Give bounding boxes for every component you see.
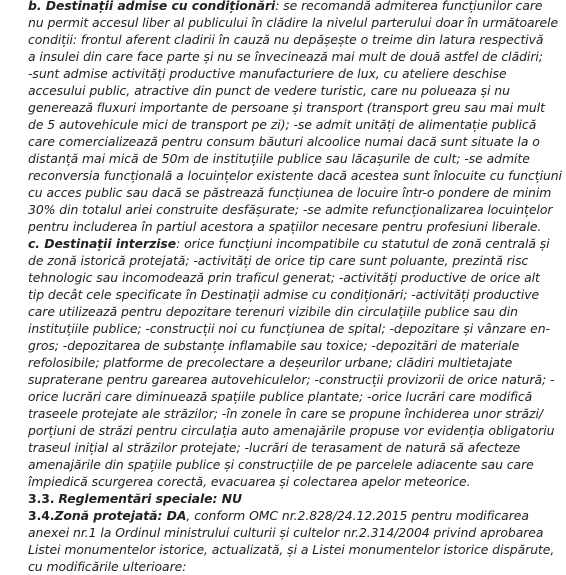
section-c-line-11: traseele protejate ale străzilor; -în zonele în care se propune închiderea unor străzi/ (28, 406, 543, 421)
section-c-line-2: de zonă istorică protejată; -activități de orice tip care sunt poluante, prezintă risc (28, 253, 529, 268)
section-c-text: : orice funcțiuni incompatibile cu statutul de zonă centrală și (176, 236, 550, 251)
section-3-3-heading (28, 490, 242, 507)
section-3-4-line-1 (28, 507, 529, 524)
section-3-4-text: , conform OMC nr.2.828/24.12.2015 pentru modificarea (186, 508, 529, 523)
section-c-line-5: care utilizează pentru depozitare terenuri vizibile din circulațiile publice sau din (28, 304, 518, 319)
section-c-line-8: refolosibile; platforme de precolectare a deșeurilor urbane; clădiri multietajate (28, 355, 513, 370)
section-3-4-line-2: anexei nr.1 la Ordinul ministrului culturii și cultelor nr.2.314/2004 privind aprobarea (28, 525, 544, 540)
section-b-line-9: care comercializează pentru consum băuturi alcoolice numai dacă sunt situate la o (28, 134, 540, 149)
section-c-title: c. Destinații interzise (28, 236, 177, 251)
section-b-line-4: a insulei din care face parte și nu se învecinează mai mult de două astfel de clădiri; (28, 49, 543, 64)
section-b-line-5: -sunt admise activități productive manufacturiere de lux, cu ateliere deschise (28, 66, 507, 81)
section-c-line-13: traseul inițial al străzilor protejate; -lucrări de terasament de natură să afecteze (28, 440, 521, 455)
section-c-line-9: supraterane pentru garearea autovehiculelor; -construcții provizorii de orice natură; - (28, 372, 555, 387)
section-3-4-line-3: Listei monumentelor istorice, actualizată, și a Listei monumentelor istorice dispărute, (28, 542, 555, 557)
section-3-4-line-4: cu modificările ulterioare: (28, 559, 187, 574)
section-c-line-12: porțiuni de străzi pentru circulația auto amenajările propuse vor evidenția obligatoriu (28, 423, 555, 438)
section-3-3-title: Reglementări speciale: NU (58, 491, 243, 506)
section-b-text: : se recomandă admiterea funcțiunilor care (275, 0, 543, 13)
section-b-title: b. Destinații admise cu condiționări (28, 0, 276, 13)
section-c-line-3: tehnologic sau incomodează prin traficul generat; -activități productive de orice alt (28, 270, 540, 285)
section-b-line-2: nu permit accesul liber al publicului în clădire la nivelul parterului doar în următoarele (28, 15, 559, 30)
section-c-line-7: gros; -depozitarea de substanțe inflamabile sau toxice; -depozitări de materiale (28, 338, 520, 353)
section-c-line-10: orice lucrări care diminuează spațiile publice plantate; -orice lucrări care modifică (28, 389, 533, 404)
section-b-line-13: 30% din totalul ariei construite desfășurate; -se admite refuncționalizarea locuințelor (28, 202, 553, 217)
section-c-line-4: tip decât cele specificate în Destinații admise cu condiționări; -activități productive (28, 287, 540, 302)
section-c-line-14: amenajările din spațiile publice și construcțiile de pe parcelele adiacente sau care (28, 457, 534, 472)
section-b-line-7: generează fluxuri importante de persoane și transport (transport greu sau mai mult (28, 100, 545, 115)
section-b-line-14: pentru includerea în partiul acestora a spațiilor necesare pentru profesiuni liberale. (28, 219, 542, 234)
section-b-line-11: reconversia funcțională a locuințelor existente dacă acestea sunt înlocuite cu funcțiuni (28, 168, 562, 183)
section-b-line-8: de 5 autovehicule mici de transport pe zi); -se admit unități de alimentație publică (28, 117, 537, 132)
section-b-line-10: distanță mai mică de 50m de instituțiile publice sau lăcașurile de cult; -se admite (28, 151, 530, 166)
section-3-4-title: Zonă protejată: DA (54, 508, 187, 523)
section-c-line-1 (28, 235, 550, 252)
section-b-line-12: cu acces public sau dacă se păstrează funcțiunea de locuire într-o pondere de minim (28, 185, 552, 200)
section-b-line-6: accesului public, atractive din punct de vedere turistic, care nu polueaza și nu (28, 83, 510, 98)
section-3-3-number: 3.3. (28, 491, 55, 506)
section-b-line-3: condiții: frontul aferent cladirii în cauză nu depășește o treime din latura respectivă (28, 32, 544, 47)
section-c-line-15: împiedică scurgerea corectă, evacuarea și colectarea apelor meteorice. (28, 474, 471, 489)
section-c-line-6: instituțiile publice; -construcții noi cu funcțiunea de spital; -depozitare și vânzare en- (28, 321, 550, 336)
section-b-line-1 (28, 0, 542, 14)
section-3-4-number: 3.4. (28, 508, 55, 523)
